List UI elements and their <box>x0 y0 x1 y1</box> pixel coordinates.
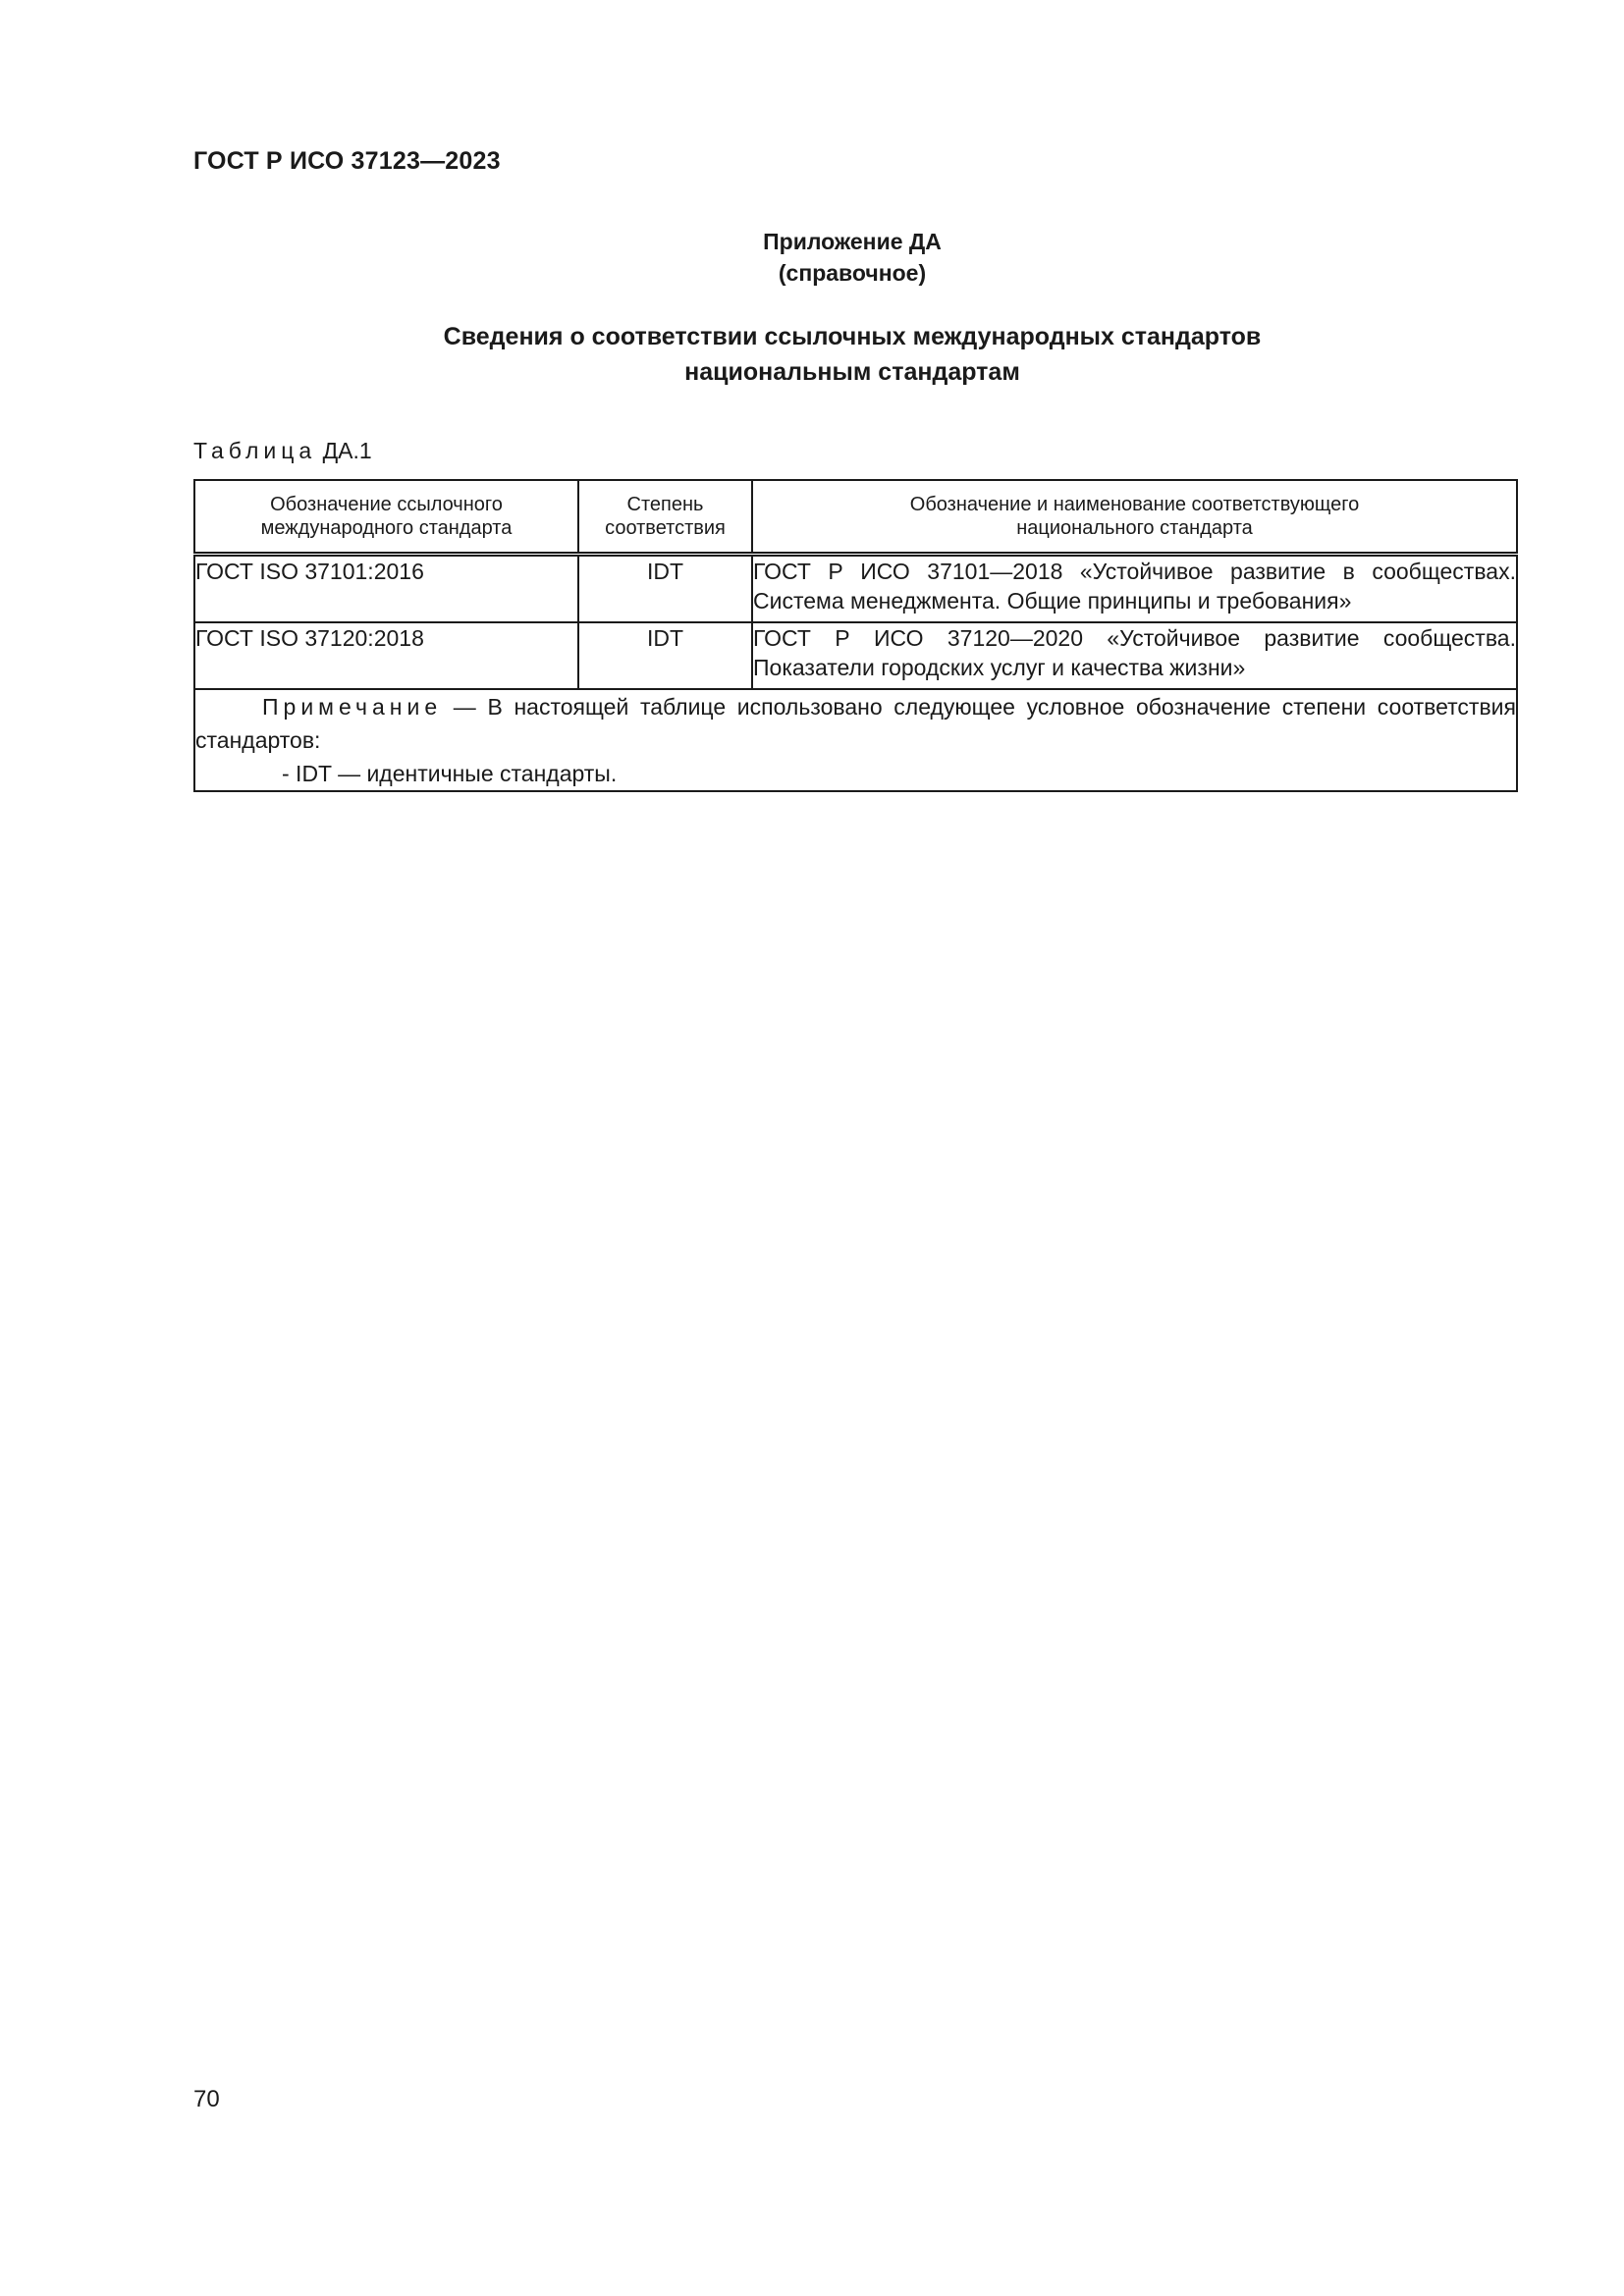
table-note <box>194 689 1517 791</box>
header-col1-line2: международного стандарта <box>260 517 513 539</box>
appendix-type: (справочное) <box>778 260 927 286</box>
table-caption <box>193 438 372 464</box>
table-note-row <box>194 689 1517 791</box>
page-number: 70 <box>193 2086 220 2112</box>
table-row <box>194 555 1517 623</box>
cell-degree: IDT <box>578 622 752 689</box>
header-reference-standard <box>194 480 578 555</box>
cell-national-standard: ГОСТ Р ИСО 37120—2020 «Устойчивое развитие сообщества. Показатели городских услуг и качества жизни» <box>752 622 1517 689</box>
cell-reference-standard: ГОСТ ISO 37120:2018 <box>194 622 578 689</box>
cell-national-standard: ГОСТ Р ИСО 37101—2018 «Устойчивое развитие в сообществах. Система менеджмента. Общие принципы и требования» <box>752 555 1517 623</box>
section-title <box>0 319 1624 390</box>
header-col3-line1: Обозначение и наименование соответствующего <box>909 494 1360 515</box>
table-caption-word: Таблица <box>193 438 317 463</box>
document-code: ГОСТ Р ИСО 37123—2023 <box>193 147 501 175</box>
header-col1-line1: Обозначение ссылочного <box>270 494 503 515</box>
section-title-line1: Сведения о соответствии ссылочных международных стандартов <box>443 323 1262 350</box>
table-caption-number: ДА.1 <box>322 438 372 463</box>
note-label: Примечание <box>262 694 443 720</box>
note-paragraph <box>195 690 1516 757</box>
header-col2-line2: соответствия <box>605 517 726 539</box>
section-title-line2: национальным стандартам <box>684 358 1020 386</box>
standards-correspondence-table <box>193 479 1518 792</box>
header-col3-line2: национального стандарта <box>1016 517 1253 539</box>
table-row <box>194 622 1517 689</box>
note-text: — В настоящей таблице использовано следующее условное обозначение степени соответствия стандартов: <box>195 694 1516 753</box>
note-list-item: - IDT — идентичные стандарты. <box>282 761 618 786</box>
header-national-standard <box>752 480 1517 555</box>
header-col2-line1: Степень <box>626 494 704 515</box>
appendix-title: Приложение ДА <box>763 229 942 254</box>
header-degree <box>578 480 752 555</box>
cell-reference-standard: ГОСТ ISO 37101:2016 <box>194 555 578 623</box>
cell-degree: IDT <box>578 555 752 623</box>
table-header-row <box>194 480 1517 555</box>
